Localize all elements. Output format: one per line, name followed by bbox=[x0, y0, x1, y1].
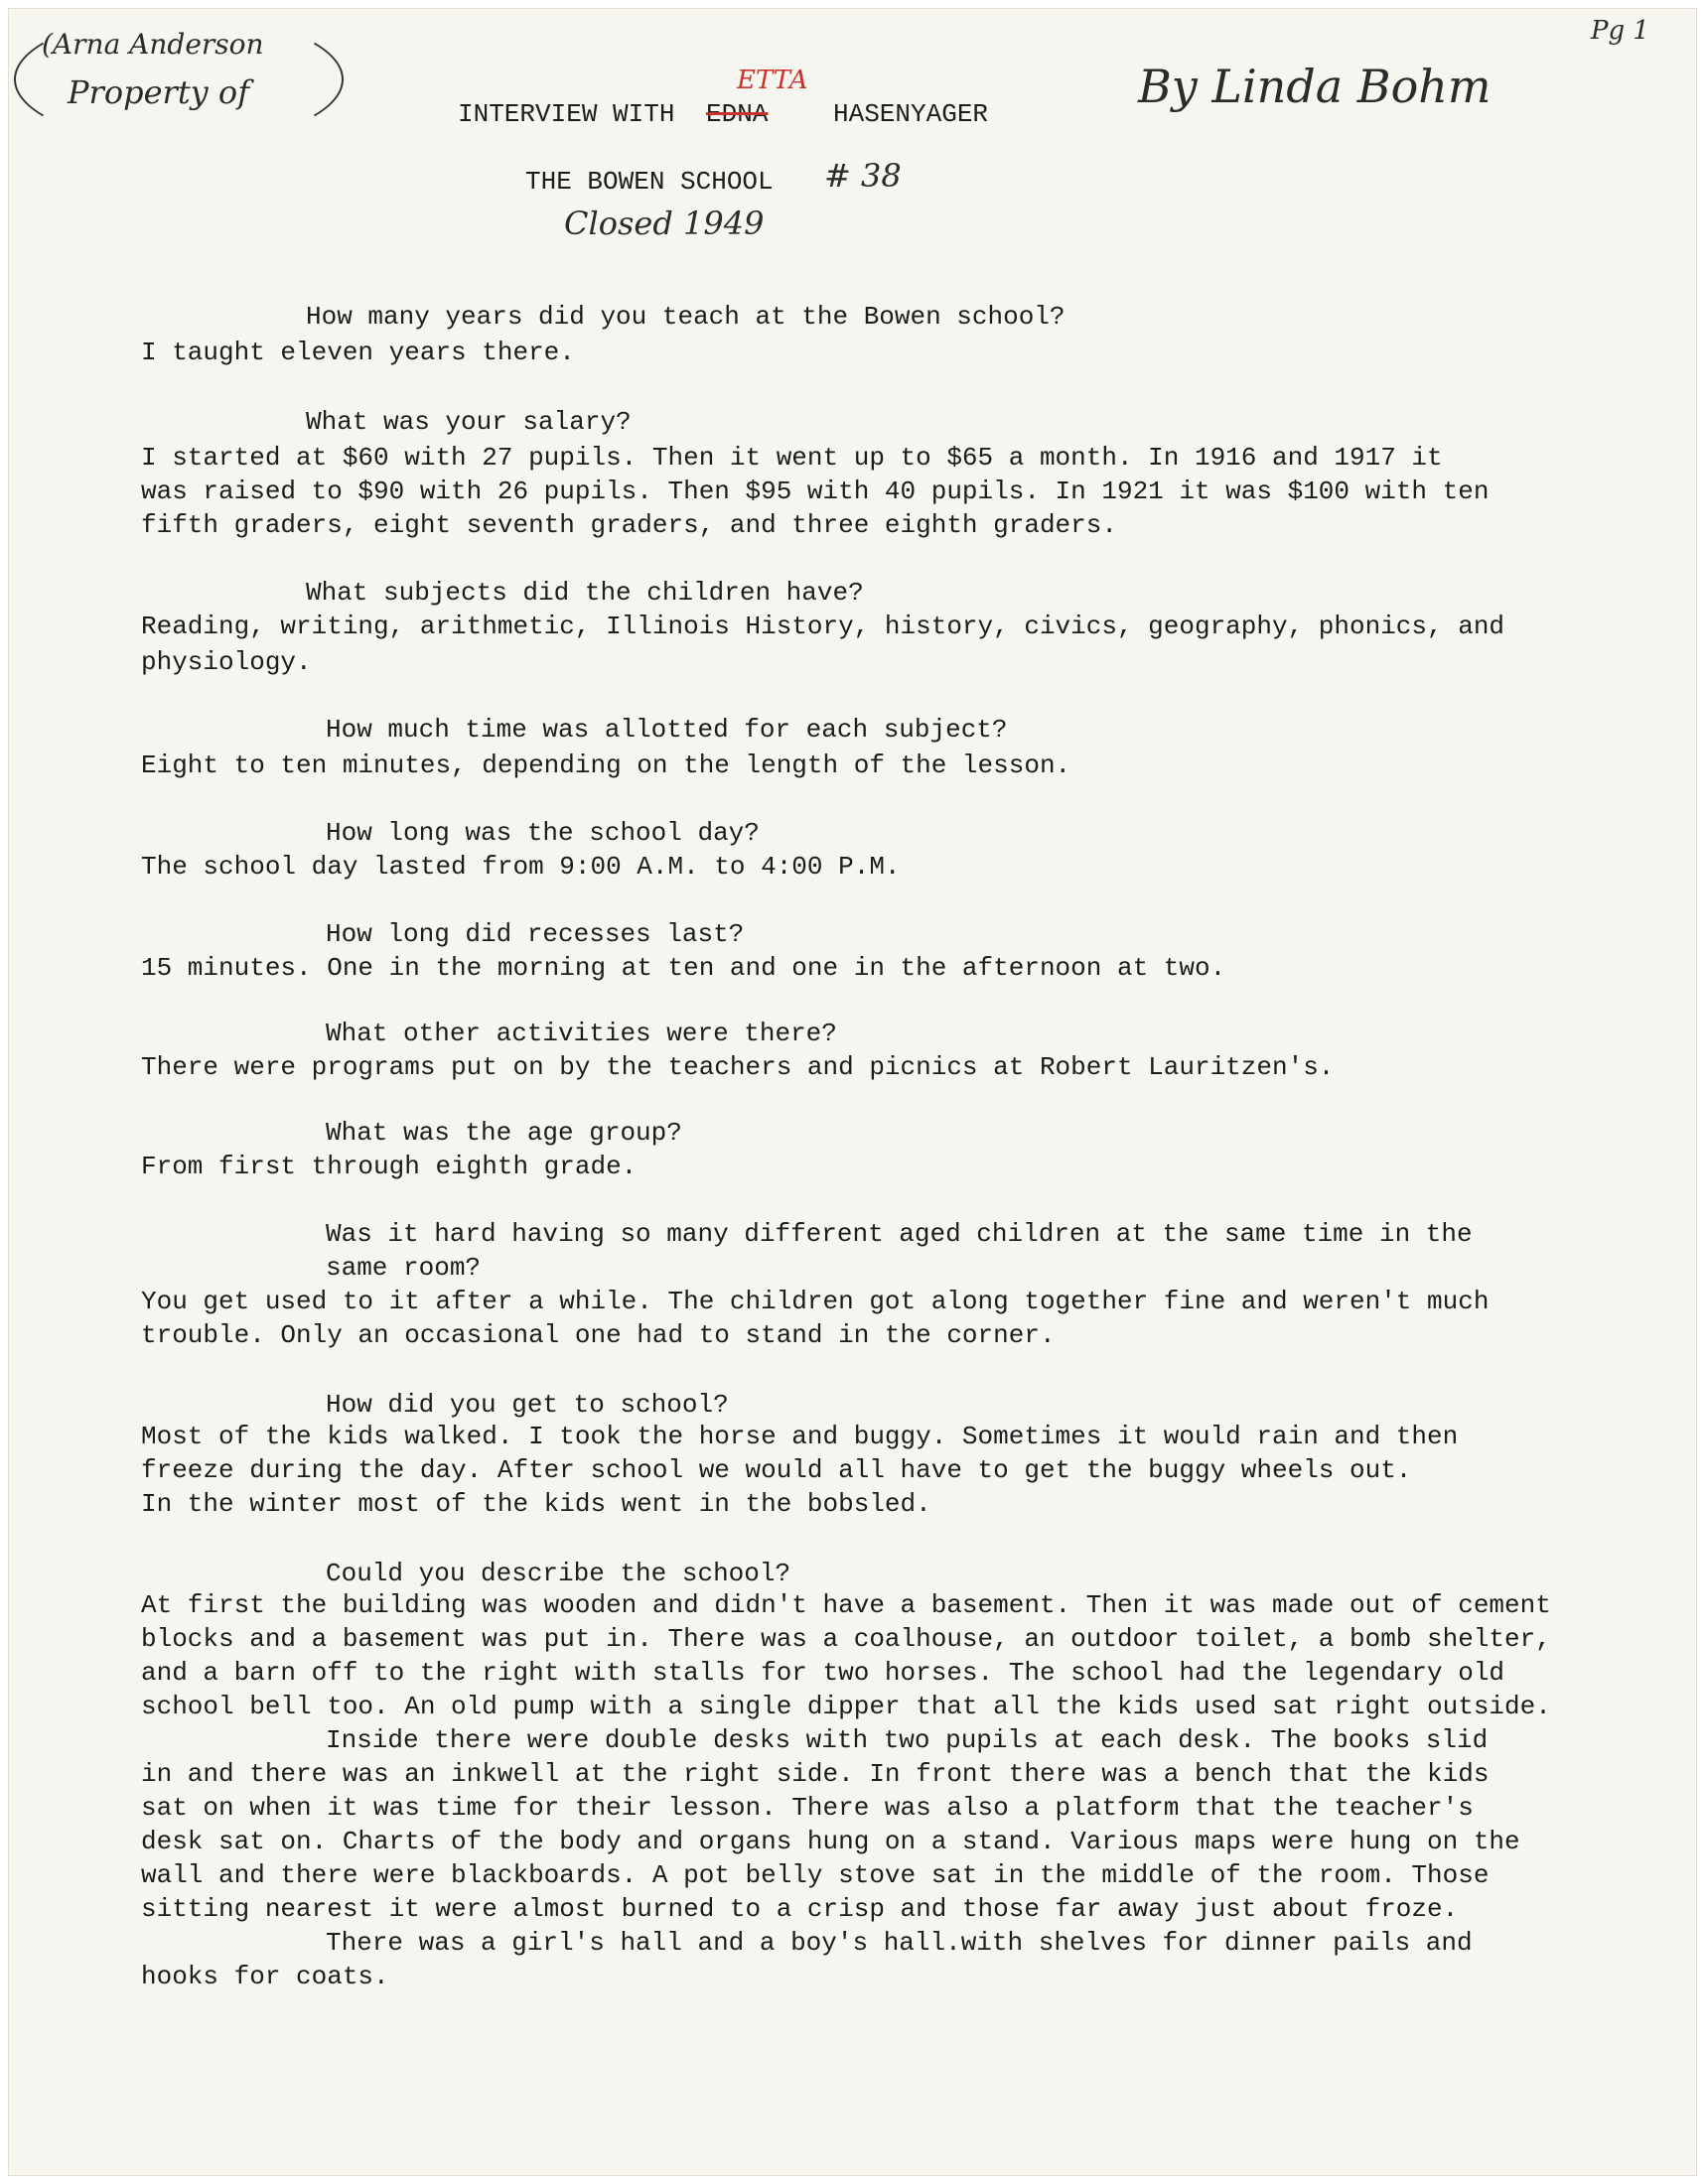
answer-7: There were programs put on by the teachers and picnics at Robert Lauritzen's. bbox=[141, 1052, 1335, 1082]
title-surname: HASENYAGER bbox=[833, 99, 989, 129]
answer-11-line-1: At first the building was wooden and didn't have a basement. Then it was made out of cement bbox=[141, 1590, 1551, 1620]
answer-2-line-2: was raised to $90 with 26 pupils. Then $95 with 40 pupils. In 1921 it was $100 with ten bbox=[141, 477, 1490, 506]
answer-10-line-3: In the winter most of the kids went in the bobsled. bbox=[141, 1489, 931, 1519]
answer-10-line-1: Most of the kids walked. I took the horse and buggy. Sometimes it would rain and then bbox=[141, 1422, 1459, 1451]
answer-11-line-7: sat on when it was time for their lesson. There was also a platform that the teacher's bbox=[141, 1793, 1474, 1823]
question-10: How did you get to school? bbox=[326, 1390, 729, 1420]
title-prefix: INTERVIEW WITH bbox=[458, 99, 675, 129]
answer-2-line-3: fifth graders, eight seventh graders, and three eighth graders. bbox=[141, 510, 1117, 540]
answer-2-line-1: I started at $60 with 27 pupils. Then it went up to $65 a month. In 1916 and 1917 it bbox=[141, 443, 1443, 473]
question-8: What was the age group? bbox=[326, 1118, 682, 1148]
answer-11-line-9: wall and there were blackboards. A pot belly stove sat in the middle of the room. Those bbox=[141, 1860, 1490, 1890]
answer-3-line-1: Reading, writing, arithmetic, Illinois History, history, civics, geography, phonics, and bbox=[141, 612, 1505, 641]
handwritten-author: By Linda Bohm bbox=[1138, 60, 1492, 113]
answer-11-line-6: in and there was an inkwell at the right side. In front there was a bench that the kids bbox=[141, 1759, 1490, 1789]
school-name: THE BOWEN SCHOOL bbox=[525, 167, 774, 197]
answer-3-line-2: physiology. bbox=[141, 647, 312, 677]
answer-8: From first through eighth grade. bbox=[141, 1152, 638, 1181]
answer-5: The school day lasted from 9:00 A.M. to 4:00 P.M. bbox=[141, 852, 901, 882]
question-7: What other activities were there? bbox=[326, 1019, 837, 1048]
handwritten-owner-name: (Arna Anderson bbox=[42, 28, 264, 61]
answer-9-line-1: You get used to it after a while. The children got along together fine and weren't much bbox=[141, 1287, 1490, 1316]
question-1: How many years did you teach at the Bowen school? bbox=[306, 302, 1066, 332]
title-struck-name: EDNA bbox=[706, 99, 769, 129]
answer-11-line-3: and a barn off to the right with stalls for two horses. The school had the legendary old bbox=[141, 1658, 1505, 1688]
answer-11-line-12: hooks for coats. bbox=[141, 1962, 389, 1991]
handwritten-property-note: Property of bbox=[68, 73, 250, 111]
handwritten-closed-year: Closed 1949 bbox=[564, 205, 765, 242]
handwritten-page-number: Pg 1 bbox=[1591, 16, 1649, 46]
answer-11-line-8: desk sat on. Charts of the body and organs hung on a stand. Various maps were hung on the bbox=[141, 1827, 1520, 1856]
question-11: Could you describe the school? bbox=[326, 1559, 791, 1588]
answer-6: 15 minutes. One in the morning at ten and one in the afternoon at two. bbox=[141, 953, 1226, 983]
question-5: How long was the school day? bbox=[326, 818, 760, 848]
question-3: What subjects did the children have? bbox=[306, 578, 864, 608]
question-9-line-2: same room? bbox=[326, 1253, 482, 1283]
answer-11-line-2: blocks and a basement was put in. There was a coalhouse, an outdoor toilet, a bomb shelter, bbox=[141, 1624, 1551, 1654]
answer-11-line-4: school bell too. An old pump with a single dipper that all the kids used sat right outside. bbox=[141, 1692, 1551, 1721]
answer-11-line-5: Inside there were double desks with two pupils at each desk. The books slid bbox=[326, 1725, 1489, 1755]
question-4: How much time was allotted for each subject? bbox=[326, 715, 1008, 745]
answer-1: I taught eleven years there. bbox=[141, 338, 575, 367]
answer-11-line-10: sitting nearest it were almost burned to a crisp and those far away just about froze. bbox=[141, 1894, 1459, 1924]
answer-9-line-2: trouble. Only an occasional one had to stand in the corner. bbox=[141, 1320, 1056, 1350]
answer-4: Eight to ten minutes, depending on the length of the lesson. bbox=[141, 751, 1071, 780]
handwritten-inserted-name: ETTA bbox=[737, 66, 808, 95]
question-2: What was your salary? bbox=[306, 407, 632, 437]
document-page bbox=[8, 8, 1697, 2176]
handwritten-school-number: # 38 bbox=[824, 157, 902, 195]
question-6: How long did recesses last? bbox=[326, 919, 745, 949]
answer-10-line-2: freeze during the day. After school we would all have to get the buggy wheels out. bbox=[141, 1455, 1412, 1485]
question-9-line-1: Was it hard having so many different aged children at the same time in the bbox=[326, 1219, 1473, 1249]
answer-11-line-11: There was a girl's hall and a boy's hall.with shelves for dinner pails and bbox=[326, 1928, 1473, 1958]
